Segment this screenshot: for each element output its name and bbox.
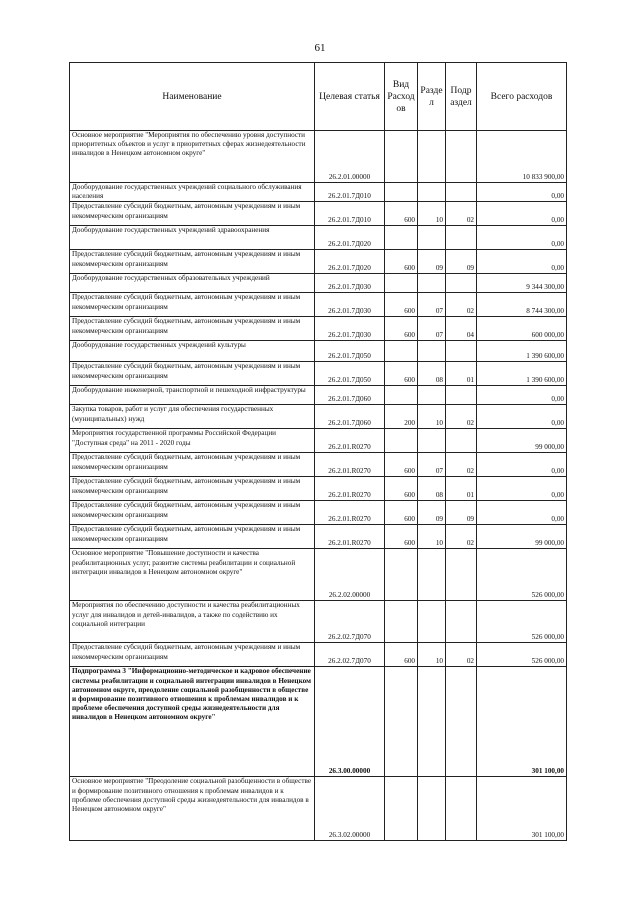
table-row — [70, 362, 567, 386]
cell-type: 600 — [385, 362, 418, 386]
cell-name: Предоставление субсидий бюджетным, автономным учреждениям и иным некоммерческим организациям — [70, 525, 315, 549]
cell-name: Дооборудование государственных учреждений культуры — [70, 341, 315, 362]
cell-type — [385, 274, 418, 293]
cell-target: 26.2.01.7Д060 — [315, 405, 385, 429]
cell-section: 10 — [418, 643, 446, 667]
table-row — [70, 601, 567, 643]
cell-section — [418, 429, 446, 453]
cell-total: 301 100,00 — [477, 777, 567, 841]
cell-subsection: 02 — [446, 643, 477, 667]
cell-type: 600 — [385, 453, 418, 477]
cell-section: 09 — [418, 250, 446, 274]
cell-section — [418, 274, 446, 293]
table-row — [70, 453, 567, 477]
header-target: Целевая статья — [315, 63, 385, 131]
table-row — [70, 405, 567, 429]
cell-total: 0,00 — [477, 250, 567, 274]
cell-subsection: 01 — [446, 362, 477, 386]
cell-section: 07 — [418, 317, 446, 341]
cell-subsection — [446, 131, 477, 183]
cell-target: 26.2.01.7Д030 — [315, 274, 385, 293]
table-row — [70, 274, 567, 293]
table-row — [70, 549, 567, 601]
cell-total: 0,00 — [477, 405, 567, 429]
table-row — [70, 250, 567, 274]
cell-type: 600 — [385, 202, 418, 226]
cell-name: Дооборудование инженерной, транспортной и пешеходной инфраструктуры — [70, 386, 315, 405]
cell-total: 0,00 — [477, 386, 567, 405]
cell-subsection — [446, 341, 477, 362]
cell-type: 600 — [385, 250, 418, 274]
cell-type — [385, 429, 418, 453]
cell-type — [385, 183, 418, 202]
cell-name: Подпрограмма 3 "Информационно-методическое и кадровое обеспечение системы реабилитации и социальной интеграции инвалидов в Ненецком автономном округе, преодоление социальной разобщенности в обществе и формирование позитивного отношения к проблемам инвалидов и к проблеме обеспечения доступной среды жизнедеятельности для инвалидов в Ненецком автономном округе" — [70, 667, 315, 777]
cell-section — [418, 667, 446, 777]
cell-target: 26.2.01.R0270 — [315, 525, 385, 549]
cell-target: 26.2.01.7Д010 — [315, 183, 385, 202]
cell-target: 26.2.01.R0270 — [315, 501, 385, 525]
table-row — [70, 667, 567, 777]
header-total: Всего расходов — [477, 63, 567, 131]
cell-subsection — [446, 386, 477, 405]
cell-subsection — [446, 777, 477, 841]
cell-section — [418, 131, 446, 183]
cell-name: Дооборудование государственных учреждений здравоохранения — [70, 226, 315, 250]
cell-target: 26.2.02.7Д070 — [315, 601, 385, 643]
cell-total: 0,00 — [477, 202, 567, 226]
cell-section — [418, 777, 446, 841]
cell-section — [418, 226, 446, 250]
table-row — [70, 226, 567, 250]
cell-type: 600 — [385, 501, 418, 525]
table-row — [70, 317, 567, 341]
cell-total: 526 000,00 — [477, 549, 567, 601]
cell-name: Предоставление субсидий бюджетным, автономным учреждениям и иным некоммерческим организациям — [70, 202, 315, 226]
cell-target: 26.3.02.00000 — [315, 777, 385, 841]
cell-total: 99 000,00 — [477, 525, 567, 549]
table-row — [70, 525, 567, 549]
cell-total: 1 390 600,00 — [477, 341, 567, 362]
cell-type — [385, 601, 418, 643]
table-row — [70, 429, 567, 453]
cell-subsection: 02 — [446, 405, 477, 429]
cell-subsection — [446, 183, 477, 202]
table-row — [70, 183, 567, 202]
cell-type — [385, 667, 418, 777]
cell-name: Предоставление субсидий бюджетным, автономным учреждениям и иным некоммерческим организациям — [70, 477, 315, 501]
table-row — [70, 777, 567, 841]
cell-target: 26.2.01.7Д030 — [315, 293, 385, 317]
cell-name: Предоставление субсидий бюджетным, автономным учреждениям и иным некоммерческим организациям — [70, 362, 315, 386]
table-row — [70, 293, 567, 317]
cell-total: 0,00 — [477, 501, 567, 525]
header-name: Наименование — [70, 63, 315, 131]
cell-total: 0,00 — [477, 226, 567, 250]
cell-target: 26.2.01.R0270 — [315, 453, 385, 477]
cell-target: 26.2.01.7Д030 — [315, 317, 385, 341]
table-row — [70, 131, 567, 183]
cell-type — [385, 386, 418, 405]
cell-type — [385, 341, 418, 362]
cell-total: 0,00 — [477, 183, 567, 202]
cell-name: Дооборудование государственных учреждений социального обслуживания населения — [70, 183, 315, 202]
cell-name: Закупка товаров, работ и услуг для обеспечения государственных (муниципальных) нужд — [70, 405, 315, 429]
cell-target: 26.2.01.7Д020 — [315, 250, 385, 274]
cell-total: 0,00 — [477, 453, 567, 477]
cell-subsection — [446, 429, 477, 453]
budget-table — [69, 62, 567, 841]
cell-type: 600 — [385, 525, 418, 549]
cell-subsection: 09 — [446, 250, 477, 274]
cell-name: Предоставление субсидий бюджетным, автономным учреждениям и иным некоммерческим организациям — [70, 453, 315, 477]
cell-type: 600 — [385, 477, 418, 501]
cell-subsection — [446, 226, 477, 250]
cell-name: Основное мероприятие "Повышение доступности и качества реабилитационных услуг, развитие системы реабилитации и социальной интеграции инвалидов в Ненецком автономном округе" — [70, 549, 315, 601]
cell-type: 600 — [385, 317, 418, 341]
cell-target: 26.2.01.7Д010 — [315, 202, 385, 226]
cell-type — [385, 549, 418, 601]
cell-target: 26.2.02.7Д070 — [315, 643, 385, 667]
cell-section — [418, 549, 446, 601]
cell-subsection: 04 — [446, 317, 477, 341]
cell-name: Основное мероприятие "Преодоление социальной разобщенности в обществе и формирование позитивного отношения к проблемам инвалидов и к проблеме обеспечения доступной среды жизнедеятельности для инвалидов в Ненецком автономном округе" — [70, 777, 315, 841]
table-row — [70, 501, 567, 525]
cell-total: 9 344 300,00 — [477, 274, 567, 293]
cell-name: Дооборудование государственных образовательных учреждений — [70, 274, 315, 293]
cell-subsection — [446, 274, 477, 293]
header-section: Разде л — [418, 63, 446, 131]
cell-target: 26.2.01.7Д060 — [315, 386, 385, 405]
cell-subsection: 02 — [446, 202, 477, 226]
header-type: Вид Расход ов — [385, 63, 418, 131]
cell-type: 600 — [385, 293, 418, 317]
cell-name: Мероприятия государственной программы Российской Федерации "Доступная среда" на 2011 - 2020 годы — [70, 429, 315, 453]
cell-type — [385, 226, 418, 250]
cell-subsection: 02 — [446, 293, 477, 317]
cell-subsection: 09 — [446, 501, 477, 525]
cell-target: 26.2.01.00000 — [315, 131, 385, 183]
cell-section: 09 — [418, 501, 446, 525]
cell-name: Предоставление субсидий бюджетным, автономным учреждениям и иным некоммерческим организациям — [70, 501, 315, 525]
cell-name: Мероприятия по обеспечению доступности и качества реабилитационных услуг для инвалидов и детей-инвалидов, а также по содействию их социальной интеграции — [70, 601, 315, 643]
cell-subsection: 02 — [446, 525, 477, 549]
cell-section: 10 — [418, 202, 446, 226]
cell-section: 07 — [418, 293, 446, 317]
cell-name: Предоставление субсидий бюджетным, автономным учреждениям и иным некоммерческим организациям — [70, 250, 315, 274]
cell-type — [385, 131, 418, 183]
cell-target: 26.2.02.00000 — [315, 549, 385, 601]
cell-target: 26.2.01.R0270 — [315, 429, 385, 453]
cell-target: 26.3.00.00000 — [315, 667, 385, 777]
cell-section: 08 — [418, 477, 446, 501]
cell-total: 301 100,00 — [477, 667, 567, 777]
cell-total: 0,00 — [477, 477, 567, 501]
cell-type: 200 — [385, 405, 418, 429]
header-subsection: Подр аздел — [446, 63, 477, 131]
cell-name: Предоставление субсидий бюджетным, автономным учреждениям и иным некоммерческим организациям — [70, 293, 315, 317]
cell-target: 26.2.01.7Д020 — [315, 226, 385, 250]
cell-total: 1 390 600,00 — [477, 362, 567, 386]
table-row — [70, 386, 567, 405]
cell-section: 10 — [418, 405, 446, 429]
cell-name: Предоставление субсидий бюджетным, автономным учреждениям и иным некоммерческим организациям — [70, 317, 315, 341]
cell-section — [418, 183, 446, 202]
cell-section — [418, 341, 446, 362]
cell-target: 26.2.01.R0270 — [315, 477, 385, 501]
cell-section — [418, 601, 446, 643]
cell-total: 99 000,00 — [477, 429, 567, 453]
cell-subsection — [446, 601, 477, 643]
cell-target: 26.2.01.7Д050 — [315, 362, 385, 386]
cell-subsection: 01 — [446, 477, 477, 501]
table-row — [70, 202, 567, 226]
cell-subsection — [446, 667, 477, 777]
table-row — [70, 341, 567, 362]
page-number: 61 — [314, 42, 326, 54]
table-header-row — [70, 63, 567, 131]
cell-subsection — [446, 549, 477, 601]
cell-section: 10 — [418, 525, 446, 549]
cell-section: 07 — [418, 453, 446, 477]
cell-type — [385, 777, 418, 841]
cell-section: 08 — [418, 362, 446, 386]
cell-name: Предоставление субсидий бюджетным, автономным учреждениям и иным некоммерческим организациям — [70, 643, 315, 667]
table-row — [70, 477, 567, 501]
cell-type: 600 — [385, 643, 418, 667]
cell-target: 26.2.01.7Д050 — [315, 341, 385, 362]
cell-section — [418, 386, 446, 405]
cell-name: Основное мероприятие "Мероприятия по обеспечению уровня доступности приоритетных объектов и услуг в приоритетных сферах жизнедеятельности инвалидов в Ненецком автономном округе" — [70, 131, 315, 183]
cell-total: 10 833 900,00 — [477, 131, 567, 183]
cell-total: 526 000,00 — [477, 601, 567, 643]
table-row — [70, 643, 567, 667]
cell-total: 600 000,00 — [477, 317, 567, 341]
cell-total: 526 000,00 — [477, 643, 567, 667]
cell-subsection: 02 — [446, 453, 477, 477]
cell-total: 8 744 300,00 — [477, 293, 567, 317]
